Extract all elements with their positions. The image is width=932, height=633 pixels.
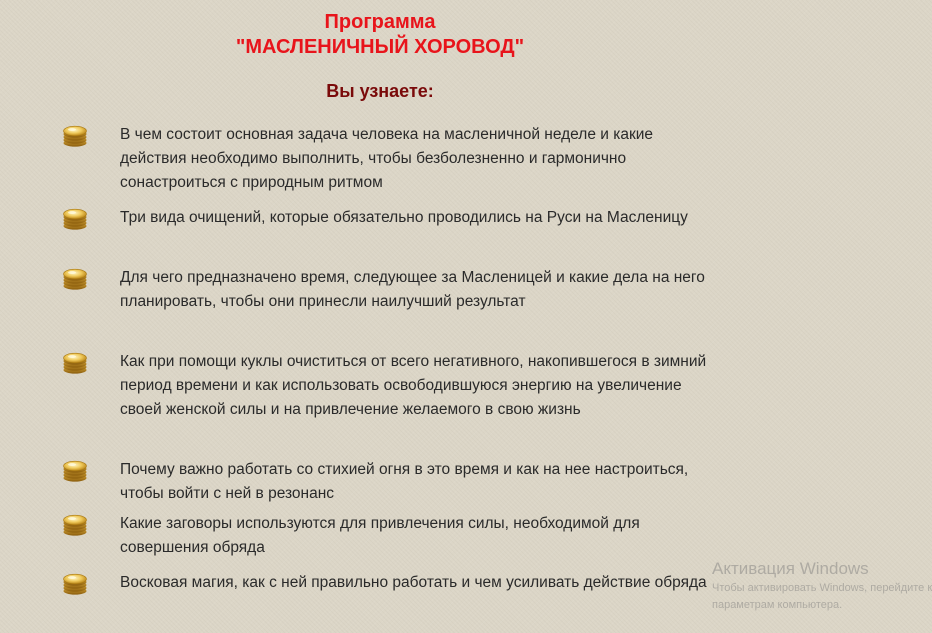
pancake-stack-icon <box>62 572 88 596</box>
program-title-line1: Программа <box>324 11 436 33</box>
list-item-text: Три вида очищений, которые обязательно проводились на Руси на Масленицу <box>120 209 688 226</box>
list-item-text: В чем состоит основная задача человека на масленичной неделе и какие действия необходимо выполнить, чтобы безболезненно и гармонично сонастроиться с природным ритмом <box>120 126 654 191</box>
list-item-text: Почему важно работать со стихией огня в это время и как на нее настроиться, чтобы войти с ней в резонанс <box>120 461 689 502</box>
pancake-stack-icon <box>62 459 88 483</box>
list-item-text: Как при помощи куклы очиститься от всего негативного, накопившегося в зимний период времени и как использовать освободившуюся энергию на увеличение своей женской силы и на привлечение желаемого в свою жизнь <box>120 353 707 418</box>
program-header <box>0 10 760 60</box>
you-will-learn-heading: Вы узнаете: <box>326 81 434 101</box>
pancake-stack-icon <box>62 124 88 148</box>
watermark-line1: Чтобы активировать Windows, перейдите к <box>712 582 932 594</box>
pancake-stack-icon <box>62 513 88 537</box>
pancake-stack-icon <box>62 267 88 291</box>
list-item-text: Восковая магия, как с ней правильно работать и чем усиливать действие обряда <box>120 574 707 591</box>
pancake-stack-icon <box>62 207 88 231</box>
pancake-stack-icon <box>62 351 88 375</box>
list-item-text: Для чего предназначено время, следующее за Масленицей и какие дела на него планировать, чтобы они принесли наилучший результат <box>120 269 705 310</box>
watermark-line2: параметрам компьютера. <box>712 599 843 611</box>
program-title-line2: "МАСЛЕНИЧНЫЙ ХОРОВОД" <box>235 36 525 58</box>
list-item-text: Какие заговоры используются для привлечения силы, необходимой для совершения обряда <box>120 515 640 556</box>
windows-activation-watermark <box>712 558 932 614</box>
watermark-title: Активация Windows <box>712 559 869 578</box>
